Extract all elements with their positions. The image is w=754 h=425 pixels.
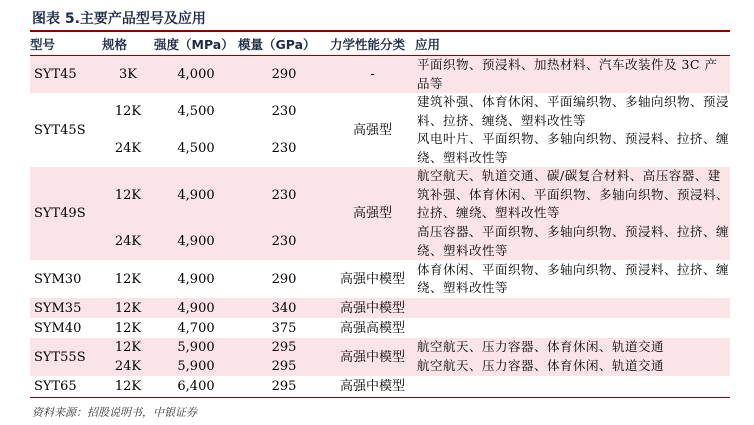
table-row (30, 56, 730, 94)
header-strength: 强度（MPa） (154, 33, 238, 56)
cell-property: 高强型 (352, 122, 392, 138)
cell-property: 高强中模型 (339, 271, 405, 287)
header-modulus: 模量（GPa） (238, 33, 330, 56)
cell-strength: 4,000 (154, 56, 238, 94)
cell-application: 平面织物、预浸料、加热材料、汽车改装件及 3C 产品等 (415, 56, 730, 94)
cell-strength: 5,900 (154, 338, 238, 357)
table-row (30, 260, 730, 298)
cell-spec: 12K (114, 320, 142, 336)
cell-strength: 4,500 (177, 141, 215, 156)
cell-modulus: 230 (271, 104, 297, 119)
products-table (30, 33, 730, 398)
cell-model: SYT45 (30, 56, 102, 94)
header-spec: 规格 (102, 33, 154, 56)
source-note: 资料来源：招股说明书，中银证券 (32, 406, 197, 419)
cell-modulus: 295 (238, 338, 330, 357)
cell-modulus: 290 (271, 271, 297, 287)
cell-strength: 4,700 (177, 320, 215, 336)
cell-spec: 12K (102, 167, 154, 223)
cell-modulus: 295 (238, 357, 330, 376)
table-row (30, 93, 730, 130)
cell-modulus: 340 (238, 298, 330, 318)
table-row (30, 298, 730, 318)
cell-strength: 4,900 (154, 298, 238, 318)
cell-application: 航空航天、轨道交通、碳/碳复合材料、高压容器、建筑补强、体育休闲、平面织物、多轴向织物、预浸料、拉挤、缠绕、塑料改性等 (415, 167, 730, 223)
cell-application: 航空航天、压力容器、体育休闲、轨道交通 (415, 357, 730, 376)
cell-model: SYM30 (34, 271, 82, 287)
top-rule (30, 30, 730, 32)
table-row (30, 376, 730, 397)
table-caption: 图表 5.主要产品型号及应用 (32, 11, 206, 27)
cell-property: 高强中模型 (330, 298, 415, 318)
cell-application (415, 298, 730, 318)
cell-application: 建筑补强、体育休闲、平面编织物、多轴向织物、预浸料、拉挤、缠绕、塑料改性等 (417, 94, 730, 128)
cell-spec: 3K (102, 56, 154, 94)
cell-spec: 12K (102, 376, 154, 397)
cell-strength: 4,900 (154, 223, 238, 260)
cell-spec: 24K (102, 357, 154, 376)
cell-property: 高强高模型 (339, 320, 405, 336)
cell-modulus: 230 (271, 141, 297, 156)
cell-spec: 12K (102, 298, 154, 318)
header-property: 力学性能分类 (330, 33, 415, 56)
cell-modulus: 375 (271, 320, 297, 336)
cell-property: 高强中模型 (330, 338, 415, 376)
cell-property: 高强型 (330, 167, 415, 260)
table-row (30, 318, 730, 338)
cell-spec: 24K (102, 223, 154, 260)
header-model: 型号 (30, 33, 102, 56)
cell-spec: 12K (114, 104, 142, 119)
cell-spec: 12K (114, 271, 142, 287)
cell-application: 体育休闲、平面织物、多轴向织物、预浸料、拉挤、缠绕、塑料改性等 (417, 261, 730, 295)
cell-strength: 4,900 (154, 167, 238, 223)
cell-application: 航空航天、压力容器、体育休闲、轨道交通 (415, 338, 730, 357)
cell-model: SYT45S (34, 122, 86, 138)
cell-model: SYT65 (30, 376, 102, 397)
cell-strength: 4,900 (177, 271, 215, 287)
cell-spec: 24K (114, 141, 142, 156)
cell-property: - (330, 56, 415, 94)
cell-spec: 12K (102, 338, 154, 357)
cell-model: SYM40 (34, 320, 82, 336)
cell-model: SYT49S (30, 167, 102, 260)
header-application: 应用 (415, 33, 730, 56)
cell-application (415, 376, 730, 397)
cell-strength: 6,400 (154, 376, 238, 397)
table-row (30, 167, 730, 223)
cell-modulus: 230 (238, 167, 330, 223)
cell-modulus: 290 (238, 56, 330, 94)
cell-strength: 4,500 (177, 104, 215, 119)
cell-model: SYM35 (30, 298, 102, 318)
cell-modulus: 230 (238, 223, 330, 260)
cell-modulus: 295 (238, 376, 330, 397)
table-row (30, 338, 730, 357)
header-row (30, 33, 730, 56)
cell-application (415, 318, 730, 338)
cell-application: 风电叶片、平面织物、多轴向织物、预浸料、拉挤、缠绕、塑料改性等 (417, 131, 730, 165)
cell-property: 高强中模型 (330, 376, 415, 397)
cell-strength: 5,900 (154, 357, 238, 376)
cell-application: 高压容器、平面织物、多轴向织物、预浸料、拉挤、缠绕、塑料改性等 (415, 223, 730, 260)
cell-model: SYT55S (30, 338, 102, 376)
